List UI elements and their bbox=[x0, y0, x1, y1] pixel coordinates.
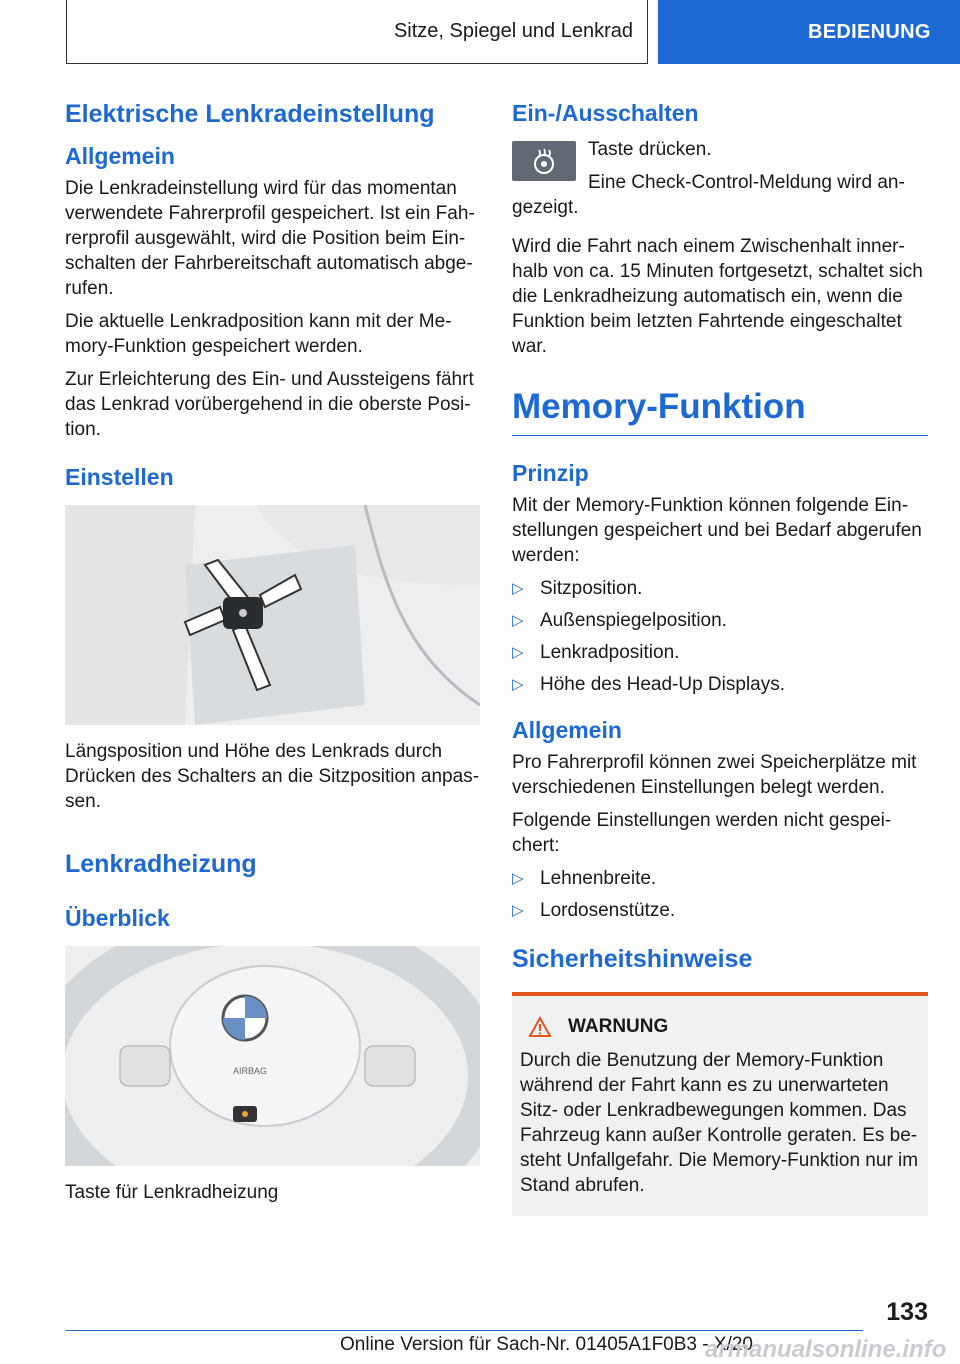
paragraph: Folgende Einstellungen werden nicht gespeichert: bbox=[512, 810, 892, 856]
heading-general: Allgemein bbox=[65, 143, 175, 169]
airbag-label: AIRBAG bbox=[232, 1066, 268, 1076]
triangle-bullet-icon: ▷ bbox=[512, 612, 524, 629]
chapter-title: Sitze, Spiegel und Lenkrad bbox=[393, 20, 633, 42]
heading-general-memory: Allgemein bbox=[512, 717, 622, 743]
left-column bbox=[65, 100, 480, 1205]
right-column bbox=[512, 100, 928, 1216]
heading-safety: Sicherheitshinweise bbox=[512, 945, 753, 973]
page-number: 133 bbox=[886, 1298, 928, 1326]
steering-heating-icon bbox=[512, 141, 576, 181]
heading-adjust: Einstellen bbox=[65, 464, 174, 490]
heading-on-off: Ein-/Ausschalten bbox=[512, 100, 699, 126]
title-steering-adjust: Elektrische Lenkradeinstellung bbox=[65, 100, 435, 128]
footer-divider bbox=[66, 1330, 863, 1331]
title-memory-function: Memory-Funktion bbox=[512, 387, 928, 436]
paragraph: Mit der Memory-Funktion können folgende Einstellungen gespeichert und bei Bedarf abgerufen werden: bbox=[512, 495, 922, 566]
section-tab bbox=[658, 0, 960, 64]
paragraph: Taste drücken. bbox=[588, 139, 712, 160]
title-steering-heating: Lenkradheizung bbox=[65, 850, 257, 878]
steering-wheel-illustration bbox=[65, 946, 480, 1166]
triangle-bullet-icon: ▷ bbox=[512, 902, 524, 919]
not-saved-list bbox=[512, 866, 928, 923]
list-item: ▷ Lenkradposition. bbox=[512, 642, 680, 663]
triangle-bullet-icon: ▷ bbox=[512, 644, 524, 661]
heading-principle: Prinzip bbox=[512, 460, 589, 486]
watermark: armanualsonline.info bbox=[705, 1336, 947, 1363]
paragraph: Die aktuelle Lenkradposition kann mit der Memory-Funktion gespeichert werden. bbox=[65, 311, 452, 357]
wheel-caption: Taste für Lenkradheizung bbox=[65, 1182, 279, 1203]
online-version-text: Online Version für Sach-Nr. 01405A1F0B3 - X/20 bbox=[340, 1334, 753, 1355]
list-item: ▷ Sitzposition. bbox=[512, 578, 643, 599]
triangle-bullet-icon: ▷ bbox=[512, 870, 524, 887]
paragraph: Zur Erleichterung des Ein- und Aussteigens fährt das Lenkrad vorübergehend in die oberste Position. bbox=[65, 369, 474, 440]
warning-text: Durch die Benutzung der Memory-Funktion während der Fahrt kann es zu unerwarteten Sitz- oder Lenkradbewegungen kommen. Das Fahrzeug kann außer Kontrolle geraten. Es besteht Unfallgefahr. Die Memory-Funktion nur im Stand abrufen. bbox=[520, 1050, 919, 1196]
paragraph: Pro Fahrerprofil können zwei Speicherplätze mit verschiedenen Einstellungen belegt werden. bbox=[512, 752, 917, 798]
list-item: ▷ Außenspiegelposition. bbox=[512, 610, 727, 631]
chapter-header bbox=[66, 0, 648, 64]
triangle-bullet-icon: ▷ bbox=[512, 676, 524, 693]
triangle-bullet-icon: ▷ bbox=[512, 580, 524, 597]
list-item: ▷ Lehnenbreite. bbox=[512, 868, 657, 889]
principle-list bbox=[512, 576, 928, 697]
warning-title: WARNUNG bbox=[528, 1016, 920, 1038]
adjust-caption: Längsposition und Höhe des Lenkrads durch Drücken des Schalters an die Sitzposition anpassen. bbox=[65, 741, 480, 812]
paragraph: Die Lenkradeinstellung wird für das momentan verwendete Fahrerprofil gespeichert. Ist ein Fahrerprofil ausgewählt, wird die Position beim Einschalten der Fahrbereitschaft automatisch abgerufen. bbox=[65, 178, 475, 299]
warning-box bbox=[512, 992, 928, 1216]
paragraph: Wird die Fahrt nach einem Zwischenhalt innerhalb von ca. 15 Minuten fortgesetzt, schaltet sich die Lenkradheizung automatisch ein, wenn die Funktion beim letzten Fahrtende eingeschaltet war. bbox=[512, 236, 923, 357]
list-item: ▷ Lordosenstütze. bbox=[512, 900, 676, 921]
warning-triangle-icon bbox=[528, 1016, 552, 1038]
steering-switch-illustration bbox=[65, 505, 480, 725]
section-title: BEDIENUNG bbox=[808, 20, 931, 43]
paragraph: Eine Check-Control-Meldung wird angezeigt. bbox=[512, 172, 905, 218]
list-item: ▷ Höhe des Head-Up Displays. bbox=[512, 674, 786, 695]
heading-overview: Überblick bbox=[65, 905, 170, 931]
